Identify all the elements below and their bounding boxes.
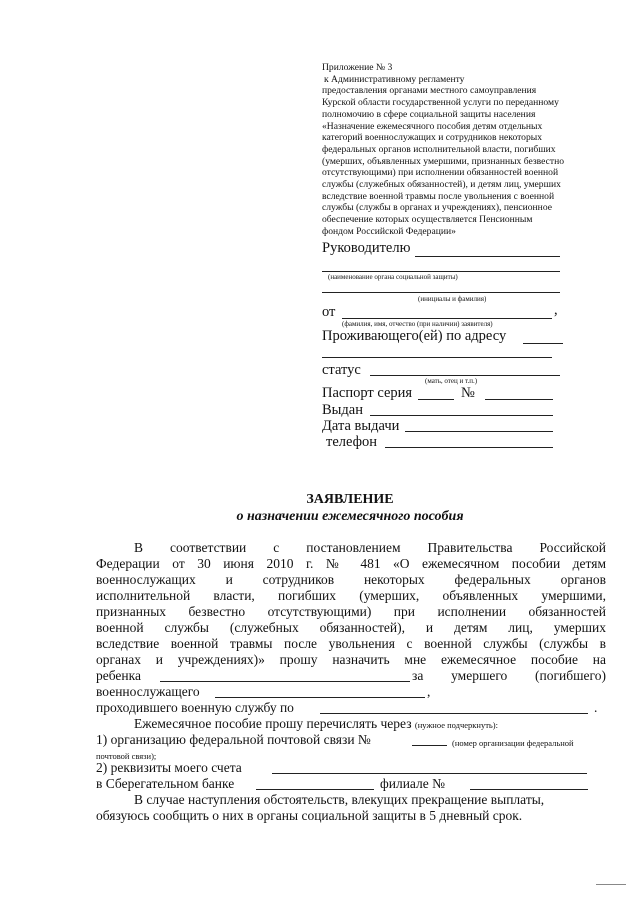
from-line[interactable]: [342, 318, 552, 319]
head-name-line[interactable]: [415, 256, 560, 257]
account-line[interactable]: [272, 773, 587, 774]
appendix-line: службы (службы в органах и учреждениях), пенсионное: [322, 202, 552, 214]
scan-artifact-line: [596, 884, 626, 885]
option1-note: (номер организации федеральной: [452, 738, 574, 748]
status-line[interactable]: [370, 375, 560, 376]
bank-label: в Сберегательном банке: [96, 776, 235, 791]
appendix-line: вследствие военной травмы после увольнения с военной: [322, 190, 555, 202]
fio-caption: (фамилия, имя, отчество (при наличии) заявителя): [342, 320, 493, 328]
appendix-line: (умерших, объявленных умершими, признанных безвестно: [322, 155, 565, 167]
issued-label: Выдан: [322, 402, 363, 418]
closing-line: обязуюсь сообщить о них в органы социальной защиты в 5 дневный срок.: [96, 808, 523, 823]
passport-number-line[interactable]: [485, 399, 553, 400]
serviceman-label: военнослужащего: [96, 684, 200, 699]
serviceman-line[interactable]: [215, 697, 425, 698]
transfer-note: (нужное подчеркнуть):: [414, 720, 499, 730]
appendix-line: службы (служебных обязанностей), и детям лиц, умерших: [322, 179, 561, 191]
phone-line[interactable]: [385, 447, 553, 448]
body-line: военной службы (служебных обязанностей), и детям лиц, умерших: [96, 620, 606, 635]
address-line-1[interactable]: [523, 343, 563, 344]
phone-label: телефон: [326, 434, 378, 450]
issued-line[interactable]: [370, 415, 553, 416]
transfer-label: Ежемесячное пособие прошу перечислять через: [134, 716, 412, 731]
residing-label: Проживающего(ей) по адресу: [322, 328, 507, 344]
head-label: Руководителю: [322, 240, 411, 256]
appendix-line: категорий военнослужащих и сотрудников некоторых: [322, 132, 543, 144]
org-caption: (наименование органа социальной защиты): [328, 273, 458, 281]
option2-label: 2) реквизиты моего счета: [96, 760, 242, 775]
child-line[interactable]: [160, 681, 410, 682]
appendix-line: Приложение № 3: [322, 62, 393, 73]
from-label: от: [322, 304, 336, 320]
appendix-line: Курской области государственной услуги по переданному: [322, 97, 559, 109]
from-comma: ,: [554, 302, 558, 318]
status-label: статус: [322, 362, 361, 378]
passport-series-line[interactable]: [418, 399, 454, 400]
for-deceased-text: за умершего (погибшего): [412, 668, 606, 683]
number-sign: №: [461, 385, 475, 401]
transfer-text: [134, 716, 498, 733]
branch-line[interactable]: [470, 789, 588, 790]
appendix-line: предоставления органами местного самоуправления: [322, 85, 537, 97]
post-office-line[interactable]: [412, 745, 447, 746]
document-subtitle: о назначении ежемесячного пособия: [236, 509, 464, 524]
branch-label: филиале №: [380, 776, 446, 791]
closing-line: В случае наступления обстоятельств, влекущих прекращение выплаты,: [134, 792, 545, 807]
option1-label: 1) организацию федеральной почтовой связи №: [96, 732, 371, 747]
served-label: проходившего военную службу по: [96, 700, 294, 715]
child-label: ребенка: [96, 668, 141, 683]
serviceman-comma: ,: [427, 684, 431, 699]
appendix-line: отсутствующими) при исполнении обязанностей военной: [322, 167, 559, 179]
appendix-line: «Назначение ежемесячного пособия детям отдельных: [322, 120, 543, 132]
option1-note-2: почтовой связи);: [96, 751, 157, 761]
issue-date-label: Дата выдачи: [322, 418, 400, 434]
body-line: исполнительной власти, погибших (умерших, объявленных умершими,: [96, 588, 606, 603]
status-caption: (мать, отец и т.п.): [425, 377, 478, 385]
document-title: ЗАЯВЛЕНИЕ: [306, 492, 394, 507]
initials-caption: (инициалы и фамилия): [418, 295, 487, 303]
appendix-line: полномочию в сфере социальной защиты населения: [322, 108, 536, 120]
passport-label: Паспорт серия: [322, 385, 413, 401]
appendix-header: [322, 62, 564, 238]
appendix-line: федеральных органов исполнительной власти, погибших: [322, 143, 556, 155]
appendix-line: обеспечение которых осуществляется Пенсионным: [322, 214, 533, 226]
body-line: Федерации от 30 июня 2010 г. № 481 «О ежемесячном пособии детям: [96, 556, 606, 571]
initials-line[interactable]: [322, 292, 560, 293]
bank-line[interactable]: [256, 789, 374, 790]
body-line: вследствие военной травмы после увольнения с военной службы (службы в: [96, 636, 606, 651]
served-period: .: [594, 700, 598, 715]
appendix-line: фондом Российской Федерации»: [322, 225, 456, 237]
body-line: В соответствии с постановлением Правительства Российской: [134, 540, 606, 555]
appendix-line: к Административному регламенту: [324, 73, 465, 85]
body-line: признанных безвестно отсутствующими) при исполнении обязанностей: [96, 604, 606, 619]
body-line: военнослужащих и сотрудников некоторых федеральных органов: [96, 572, 606, 587]
body-line: органах и учреждениях)» прошу назначить мне ежемесячное пособие на: [96, 652, 606, 667]
address-line-2[interactable]: [322, 357, 552, 358]
org-line[interactable]: [322, 271, 560, 272]
served-line[interactable]: [320, 713, 588, 714]
issue-date-line[interactable]: [405, 431, 553, 432]
